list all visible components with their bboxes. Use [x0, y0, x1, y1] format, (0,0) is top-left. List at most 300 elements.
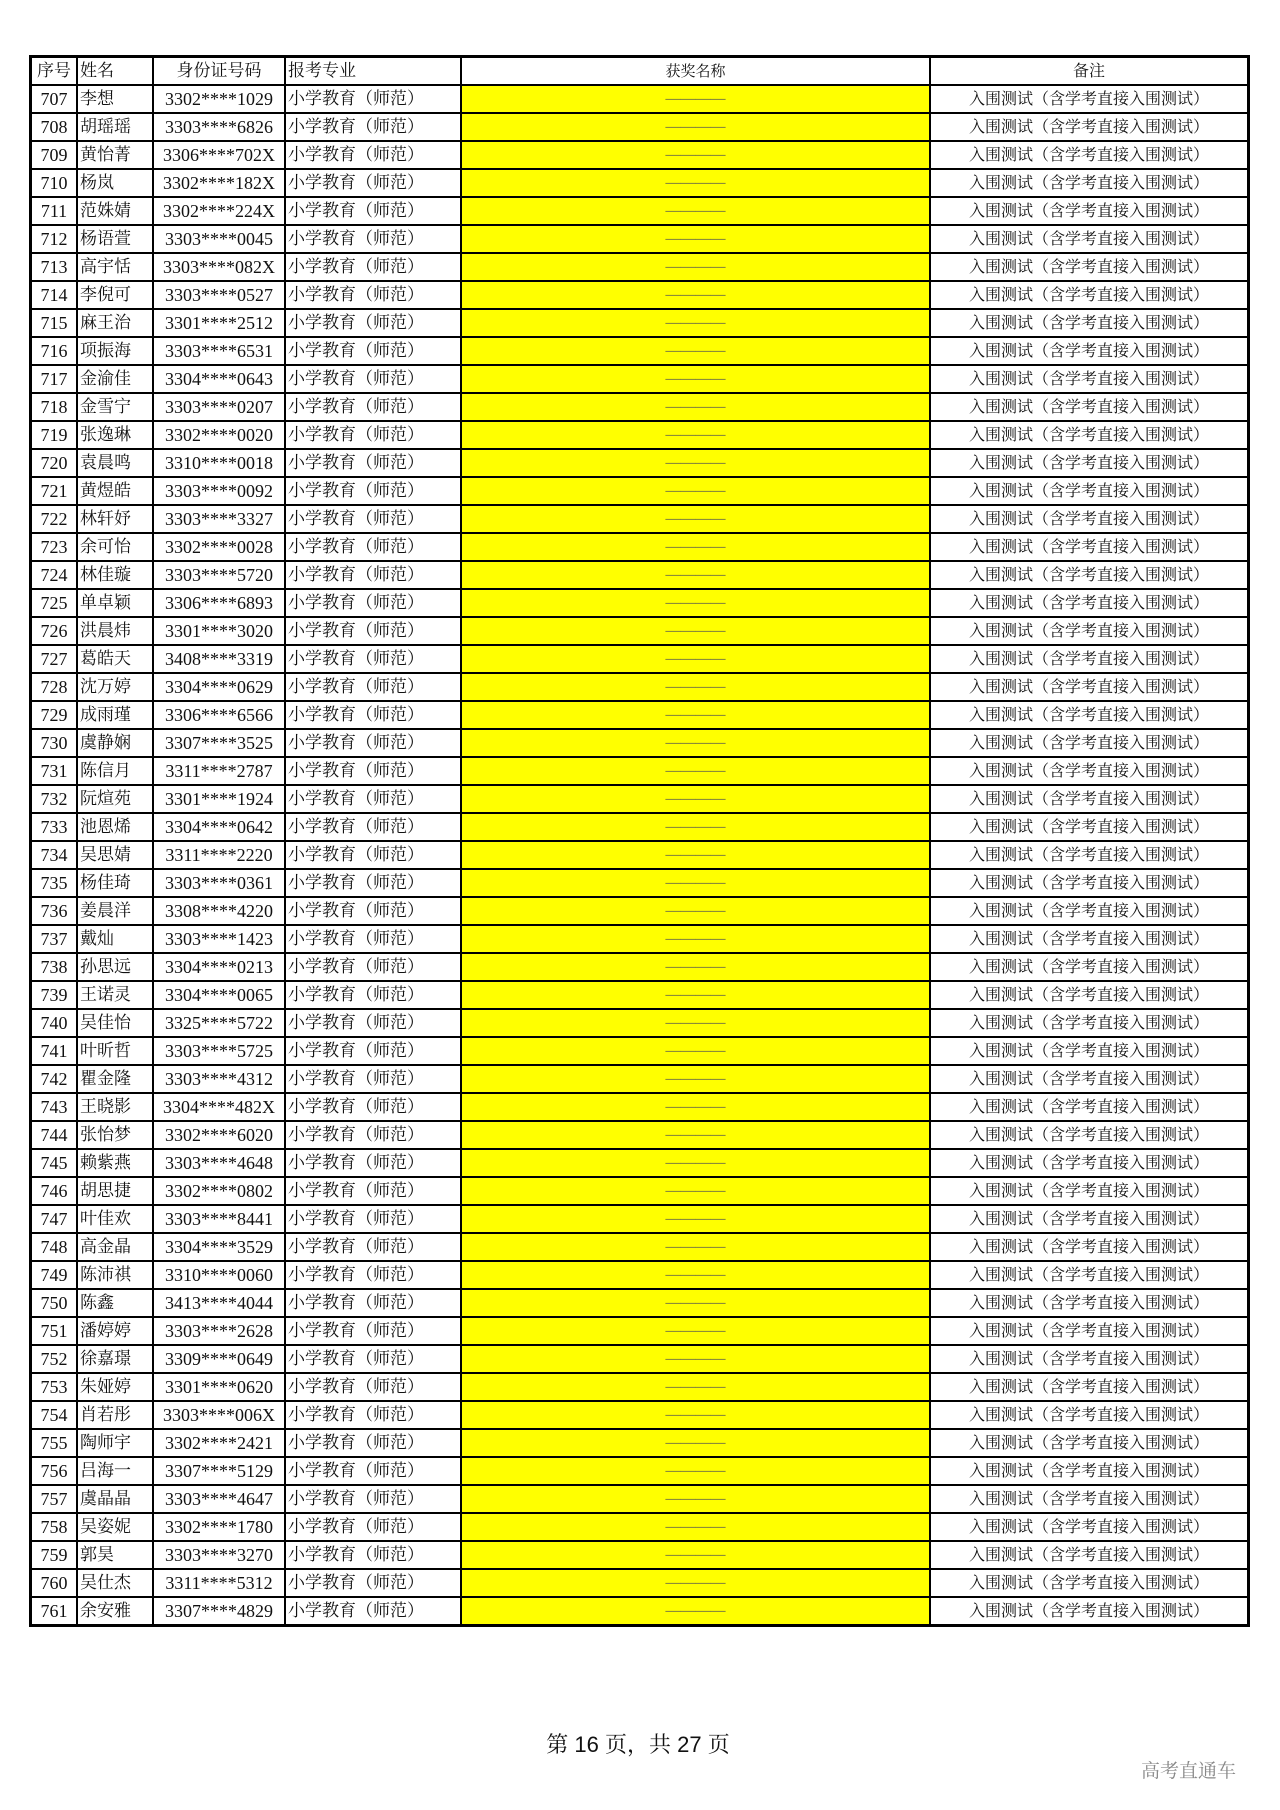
cell-seq: 717 — [31, 365, 78, 393]
cell-name: 张怡梦 — [77, 1121, 153, 1149]
table-row — [31, 589, 1249, 617]
watermark: 高考直通车 — [1141, 1760, 1237, 1782]
cell-name: 吕海一 — [77, 1457, 153, 1485]
cell-name: 陶师宇 — [77, 1429, 153, 1457]
cell-id: 3303****082X — [153, 253, 285, 281]
cell-award: ———— — [461, 1401, 930, 1429]
cell-award: ———— — [461, 1065, 930, 1093]
cell-major: 小学教育（师范） — [285, 1457, 461, 1485]
cell-award: ———— — [461, 617, 930, 645]
cell-id: 3307****3525 — [153, 729, 285, 757]
cell-award: ———— — [461, 533, 930, 561]
cell-id: 3302****1029 — [153, 85, 285, 113]
cell-seq: 723 — [31, 533, 78, 561]
cell-seq: 710 — [31, 169, 78, 197]
table-row — [31, 141, 1249, 169]
table-row — [31, 197, 1249, 225]
cell-note: 入围测试（含学考直接入围测试） — [930, 561, 1249, 589]
cell-award: ———— — [461, 253, 930, 281]
cell-name: 潘婷婷 — [77, 1317, 153, 1345]
cell-award: ———— — [461, 1569, 930, 1597]
cell-seq: 757 — [31, 1485, 78, 1513]
cell-id: 3303****006X — [153, 1401, 285, 1429]
cell-id: 3311****5312 — [153, 1569, 285, 1597]
cell-major: 小学教育（师范） — [285, 1569, 461, 1597]
cell-seq: 754 — [31, 1401, 78, 1429]
table-row — [31, 1513, 1249, 1541]
cell-seq: 752 — [31, 1345, 78, 1373]
cell-note: 入围测试（含学考直接入围测试） — [930, 169, 1249, 197]
cell-name: 范姝婧 — [77, 197, 153, 225]
table-row — [31, 1401, 1249, 1429]
cell-major: 小学教育（师范） — [285, 365, 461, 393]
cell-note: 入围测试（含学考直接入围测试） — [930, 757, 1249, 785]
cell-id: 3302****2421 — [153, 1429, 285, 1457]
cell-name: 吴姿妮 — [77, 1513, 153, 1541]
cell-major: 小学教育（师范） — [285, 477, 461, 505]
table-row — [31, 1037, 1249, 1065]
cell-id: 3303****3327 — [153, 505, 285, 533]
cell-award: ———— — [461, 309, 930, 337]
cell-id: 3304****0213 — [153, 953, 285, 981]
cell-note: 入围测试（含学考直接入围测试） — [930, 1541, 1249, 1569]
table-row — [31, 365, 1249, 393]
cell-id: 3303****5720 — [153, 561, 285, 589]
table-row — [31, 673, 1249, 701]
cell-note: 入围测试（含学考直接入围测试） — [930, 701, 1249, 729]
cell-note: 入围测试（含学考直接入围测试） — [930, 841, 1249, 869]
cell-id: 3303****0207 — [153, 393, 285, 421]
cell-id: 3302****1780 — [153, 1513, 285, 1541]
cell-note: 入围测试（含学考直接入围测试） — [930, 1597, 1249, 1626]
cell-note: 入围测试（含学考直接入围测试） — [930, 1569, 1249, 1597]
cell-award: ———— — [461, 477, 930, 505]
table-row — [31, 281, 1249, 309]
cell-seq: 724 — [31, 561, 78, 589]
table-row — [31, 1597, 1249, 1626]
cell-id: 3302****0028 — [153, 533, 285, 561]
cell-seq: 760 — [31, 1569, 78, 1597]
cell-major: 小学教育（师范） — [285, 1233, 461, 1261]
cell-seq: 720 — [31, 449, 78, 477]
cell-major: 小学教育（师范） — [285, 1093, 461, 1121]
cell-award: ———— — [461, 1149, 930, 1177]
cell-major: 小学教育（师范） — [285, 1065, 461, 1093]
cell-note: 入围测试（含学考直接入围测试） — [930, 897, 1249, 925]
cell-note: 入围测试（含学考直接入围测试） — [930, 785, 1249, 813]
table-row — [31, 645, 1249, 673]
cell-seq: 728 — [31, 673, 78, 701]
header-seq: 序号 — [31, 57, 78, 86]
table-row — [31, 113, 1249, 141]
cell-name: 金渝佳 — [77, 365, 153, 393]
cell-id: 3301****3020 — [153, 617, 285, 645]
cell-name: 高宇恬 — [77, 253, 153, 281]
cell-major: 小学教育（师范） — [285, 925, 461, 953]
header-name: 姓名 — [77, 57, 153, 86]
cell-name: 黄煜皓 — [77, 477, 153, 505]
cell-major: 小学教育（师范） — [285, 533, 461, 561]
cell-award: ———— — [461, 1177, 930, 1205]
cell-major: 小学教育（师范） — [285, 701, 461, 729]
cell-seq: 741 — [31, 1037, 78, 1065]
table-row — [31, 337, 1249, 365]
cell-name: 吴仕杰 — [77, 1569, 153, 1597]
cell-major: 小学教育（师范） — [285, 813, 461, 841]
cell-note: 入围测试（含学考直接入围测试） — [930, 1457, 1249, 1485]
cell-seq: 737 — [31, 925, 78, 953]
cell-award: ———— — [461, 85, 930, 113]
cell-award: ———— — [461, 785, 930, 813]
cell-seq: 708 — [31, 113, 78, 141]
cell-seq: 748 — [31, 1233, 78, 1261]
cell-name: 金雪宁 — [77, 393, 153, 421]
cell-note: 入围测试（含学考直接入围测试） — [930, 1485, 1249, 1513]
cell-note: 入围测试（含学考直接入围测试） — [930, 281, 1249, 309]
cell-name: 吴思婧 — [77, 841, 153, 869]
cell-seq: 722 — [31, 505, 78, 533]
cell-award: ———— — [461, 1457, 930, 1485]
cell-note: 入围测试（含学考直接入围测试） — [930, 1065, 1249, 1093]
cell-name: 池恩烯 — [77, 813, 153, 841]
cell-name: 胡瑶瑶 — [77, 113, 153, 141]
cell-note: 入围测试（含学考直接入围测试） — [930, 477, 1249, 505]
cell-note: 入围测试（含学考直接入围测试） — [930, 1261, 1249, 1289]
cell-note: 入围测试（含学考直接入围测试） — [930, 1345, 1249, 1373]
cell-major: 小学教育（师范） — [285, 1401, 461, 1429]
table-row — [31, 1149, 1249, 1177]
cell-id: 3304****482X — [153, 1093, 285, 1121]
cell-major: 小学教育（师范） — [285, 169, 461, 197]
cell-award: ———— — [461, 141, 930, 169]
cell-major: 小学教育（师范） — [285, 1513, 461, 1541]
cell-name: 杨语萱 — [77, 225, 153, 253]
cell-id: 3303****0092 — [153, 477, 285, 505]
cell-note: 入围测试（含学考直接入围测试） — [930, 1513, 1249, 1541]
cell-major: 小学教育（师范） — [285, 449, 461, 477]
cell-seq: 747 — [31, 1205, 78, 1233]
cell-award: ———— — [461, 645, 930, 673]
cell-name: 瞿金隆 — [77, 1065, 153, 1093]
cell-award: ———— — [461, 701, 930, 729]
cell-name: 葛皓天 — [77, 645, 153, 673]
cell-note: 入围测试（含学考直接入围测试） — [930, 673, 1249, 701]
table-row — [31, 309, 1249, 337]
cell-id: 3413****4044 — [153, 1289, 285, 1317]
cell-name: 余安雅 — [77, 1597, 153, 1626]
cell-seq: 719 — [31, 421, 78, 449]
table-row — [31, 1177, 1249, 1205]
cell-seq: 731 — [31, 757, 78, 785]
cell-note: 入围测试（含学考直接入围测试） — [930, 813, 1249, 841]
cell-name: 洪晨炜 — [77, 617, 153, 645]
cell-seq: 734 — [31, 841, 78, 869]
cell-name: 王晓影 — [77, 1093, 153, 1121]
cell-seq: 740 — [31, 1009, 78, 1037]
cell-seq: 738 — [31, 953, 78, 981]
cell-note: 入围测试（含学考直接入围测试） — [930, 1373, 1249, 1401]
cell-seq: 743 — [31, 1093, 78, 1121]
cell-name: 赖紫燕 — [77, 1149, 153, 1177]
cell-id: 3303****1423 — [153, 925, 285, 953]
cell-note: 入围测试（含学考直接入围测试） — [930, 1121, 1249, 1149]
cell-seq: 715 — [31, 309, 78, 337]
cell-name: 成雨瑾 — [77, 701, 153, 729]
cell-note: 入围测试（含学考直接入围测试） — [930, 421, 1249, 449]
table-row — [31, 1289, 1249, 1317]
cell-award: ———— — [461, 225, 930, 253]
cell-id: 3307****4829 — [153, 1597, 285, 1626]
cell-major: 小学教育（师范） — [285, 841, 461, 869]
table-row — [31, 617, 1249, 645]
cell-id: 3306****6893 — [153, 589, 285, 617]
table-row — [31, 561, 1249, 589]
table-row — [31, 1541, 1249, 1569]
cell-name: 单卓颖 — [77, 589, 153, 617]
cell-note: 入围测试（含学考直接入围测试） — [930, 113, 1249, 141]
cell-major: 小学教育（师范） — [285, 981, 461, 1009]
cell-seq: 709 — [31, 141, 78, 169]
cell-award: ———— — [461, 925, 930, 953]
table-row — [31, 1233, 1249, 1261]
cell-note: 入围测试（含学考直接入围测试） — [930, 1289, 1249, 1317]
cell-id: 3304****0642 — [153, 813, 285, 841]
cell-seq: 746 — [31, 1177, 78, 1205]
cell-seq: 751 — [31, 1317, 78, 1345]
cell-id: 3303****0527 — [153, 281, 285, 309]
cell-award: ———— — [461, 1597, 930, 1626]
cell-major: 小学教育（师范） — [285, 421, 461, 449]
table-row — [31, 1485, 1249, 1513]
cell-seq: 742 — [31, 1065, 78, 1093]
cell-name: 高金晶 — [77, 1233, 153, 1261]
table-row — [31, 1261, 1249, 1289]
cell-id: 3303****0045 — [153, 225, 285, 253]
cell-note: 入围测试（含学考直接入围测试） — [930, 1205, 1249, 1233]
cell-note: 入围测试（含学考直接入围测试） — [930, 225, 1249, 253]
table-row — [31, 729, 1249, 757]
table-row — [31, 1121, 1249, 1149]
cell-major: 小学教育（师范） — [285, 309, 461, 337]
cell-award: ———— — [461, 1429, 930, 1457]
cell-award: ———— — [461, 673, 930, 701]
cell-award: ———— — [461, 1009, 930, 1037]
header-note: 备注 — [930, 57, 1249, 86]
cell-note: 入围测试（含学考直接入围测试） — [930, 309, 1249, 337]
cell-seq: 761 — [31, 1597, 78, 1626]
cell-major: 小学教育（师范） — [285, 617, 461, 645]
cell-note: 入围测试（含学考直接入围测试） — [930, 337, 1249, 365]
header-id: 身份证号码 — [153, 57, 285, 86]
cell-note: 入围测试（含学考直接入围测试） — [930, 505, 1249, 533]
cell-award: ———— — [461, 337, 930, 365]
cell-award: ———— — [461, 281, 930, 309]
cell-seq: 713 — [31, 253, 78, 281]
table-row — [31, 1317, 1249, 1345]
cell-id: 3304****3529 — [153, 1233, 285, 1261]
cell-major: 小学教育（师范） — [285, 1037, 461, 1065]
cell-id: 3311****2787 — [153, 757, 285, 785]
cell-id: 3302****224X — [153, 197, 285, 225]
table-row — [31, 477, 1249, 505]
table-row — [31, 953, 1249, 981]
table-row — [31, 1373, 1249, 1401]
cell-id: 3311****2220 — [153, 841, 285, 869]
cell-name: 林佳璇 — [77, 561, 153, 589]
cell-major: 小学教育（师范） — [285, 757, 461, 785]
cell-name: 项振海 — [77, 337, 153, 365]
cell-major: 小学教育（师范） — [285, 197, 461, 225]
cell-seq: 750 — [31, 1289, 78, 1317]
table-row — [31, 533, 1249, 561]
cell-seq: 759 — [31, 1541, 78, 1569]
cell-name: 陈鑫 — [77, 1289, 153, 1317]
cell-name: 叶佳欢 — [77, 1205, 153, 1233]
header-award: 获奖名称 — [461, 57, 930, 86]
table-row — [31, 785, 1249, 813]
table-row — [31, 869, 1249, 897]
cell-name: 张逸琳 — [77, 421, 153, 449]
cell-name: 虞晶晶 — [77, 1485, 153, 1513]
cell-award: ———— — [461, 1317, 930, 1345]
cell-note: 入围测试（含学考直接入围测试） — [930, 1401, 1249, 1429]
cell-name: 肖若彤 — [77, 1401, 153, 1429]
cell-major: 小学教育（师范） — [285, 897, 461, 925]
table-row — [31, 505, 1249, 533]
cell-award: ———— — [461, 421, 930, 449]
cell-id: 3302****0802 — [153, 1177, 285, 1205]
table-row — [31, 1429, 1249, 1457]
cell-major: 小学教育（师范） — [285, 1009, 461, 1037]
table-row — [31, 253, 1249, 281]
table-row — [31, 85, 1249, 113]
cell-major: 小学教育（师范） — [285, 1121, 461, 1149]
cell-name: 胡思捷 — [77, 1177, 153, 1205]
cell-name: 黄怡菁 — [77, 141, 153, 169]
cell-seq: 716 — [31, 337, 78, 365]
cell-award: ———— — [461, 505, 930, 533]
cell-note: 入围测试（含学考直接入围测试） — [930, 253, 1249, 281]
cell-seq: 735 — [31, 869, 78, 897]
cell-major: 小学教育（师范） — [285, 1597, 461, 1626]
cell-id: 3301****2512 — [153, 309, 285, 337]
cell-id: 3310****0060 — [153, 1261, 285, 1289]
table-row — [31, 897, 1249, 925]
cell-id: 3303****3270 — [153, 1541, 285, 1569]
cell-name: 虞静娴 — [77, 729, 153, 757]
cell-note: 入围测试（含学考直接入围测试） — [930, 953, 1249, 981]
cell-id: 3303****2628 — [153, 1317, 285, 1345]
cell-note: 入围测试（含学考直接入围测试） — [930, 141, 1249, 169]
cell-id: 3303****4648 — [153, 1149, 285, 1177]
cell-seq: 721 — [31, 477, 78, 505]
cell-award: ———— — [461, 169, 930, 197]
cell-name: 林轩妤 — [77, 505, 153, 533]
cell-award: ———— — [461, 197, 930, 225]
cell-seq: 714 — [31, 281, 78, 309]
cell-id: 3310****0018 — [153, 449, 285, 477]
cell-note: 入围测试（含学考直接入围测试） — [930, 925, 1249, 953]
cell-name: 余可怡 — [77, 533, 153, 561]
cell-award: ———— — [461, 1373, 930, 1401]
cell-id: 3304****0643 — [153, 365, 285, 393]
cell-seq: 745 — [31, 1149, 78, 1177]
cell-award: ———— — [461, 589, 930, 617]
table-row — [31, 841, 1249, 869]
cell-note: 入围测试（含学考直接入围测试） — [930, 645, 1249, 673]
cell-major: 小学教育（师范） — [285, 1485, 461, 1513]
cell-award: ———— — [461, 1485, 930, 1513]
cell-note: 入围测试（含学考直接入围测试） — [930, 85, 1249, 113]
cell-seq: 749 — [31, 1261, 78, 1289]
cell-major: 小学教育（师范） — [285, 869, 461, 897]
table-row — [31, 393, 1249, 421]
cell-major: 小学教育（师范） — [285, 85, 461, 113]
table-row — [31, 1205, 1249, 1233]
cell-award: ———— — [461, 981, 930, 1009]
cell-award: ———— — [461, 449, 930, 477]
cell-id: 3304****0629 — [153, 673, 285, 701]
cell-note: 入围测试（含学考直接入围测试） — [930, 981, 1249, 1009]
cell-award: ———— — [461, 1261, 930, 1289]
header-major: 报考专业 — [285, 57, 461, 86]
cell-award: ———— — [461, 729, 930, 757]
cell-name: 戴灿 — [77, 925, 153, 953]
candidate-table — [29, 55, 1250, 1627]
cell-name: 郭昊 — [77, 1541, 153, 1569]
cell-note: 入围测试（含学考直接入围测试） — [930, 1429, 1249, 1457]
cell-note: 入围测试（含学考直接入围测试） — [930, 589, 1249, 617]
cell-id: 3308****4220 — [153, 897, 285, 925]
cell-seq: 744 — [31, 1121, 78, 1149]
cell-award: ———— — [461, 393, 930, 421]
cell-award: ———— — [461, 1093, 930, 1121]
cell-major: 小学教育（师范） — [285, 113, 461, 141]
cell-award: ———— — [461, 561, 930, 589]
cell-id: 3306****6566 — [153, 701, 285, 729]
cell-note: 入围测试（含学考直接入围测试） — [930, 1037, 1249, 1065]
cell-major: 小学教育（师范） — [285, 1345, 461, 1373]
cell-id: 3303****5725 — [153, 1037, 285, 1065]
cell-award: ———— — [461, 1345, 930, 1373]
cell-name: 吴佳怡 — [77, 1009, 153, 1037]
cell-award: ———— — [461, 1205, 930, 1233]
cell-award: ———— — [461, 813, 930, 841]
table-row — [31, 1569, 1249, 1597]
cell-name: 沈万婷 — [77, 673, 153, 701]
cell-seq: 726 — [31, 617, 78, 645]
cell-name: 姜晨洋 — [77, 897, 153, 925]
cell-note: 入围测试（含学考直接入围测试） — [930, 393, 1249, 421]
cell-note: 入围测试（含学考直接入围测试） — [930, 729, 1249, 757]
cell-id: 3303****8441 — [153, 1205, 285, 1233]
cell-seq: 753 — [31, 1373, 78, 1401]
cell-seq: 730 — [31, 729, 78, 757]
cell-seq: 756 — [31, 1457, 78, 1485]
cell-award: ———— — [461, 897, 930, 925]
cell-seq: 755 — [31, 1429, 78, 1457]
cell-seq: 729 — [31, 701, 78, 729]
cell-id: 3303****6531 — [153, 337, 285, 365]
cell-id: 3303****4647 — [153, 1485, 285, 1513]
table-row — [31, 169, 1249, 197]
cell-name: 麻王治 — [77, 309, 153, 337]
cell-name: 叶昕哲 — [77, 1037, 153, 1065]
cell-seq: 711 — [31, 197, 78, 225]
table-header-row — [31, 57, 1249, 86]
cell-major: 小学教育（师范） — [285, 253, 461, 281]
table-body — [31, 85, 1249, 1626]
